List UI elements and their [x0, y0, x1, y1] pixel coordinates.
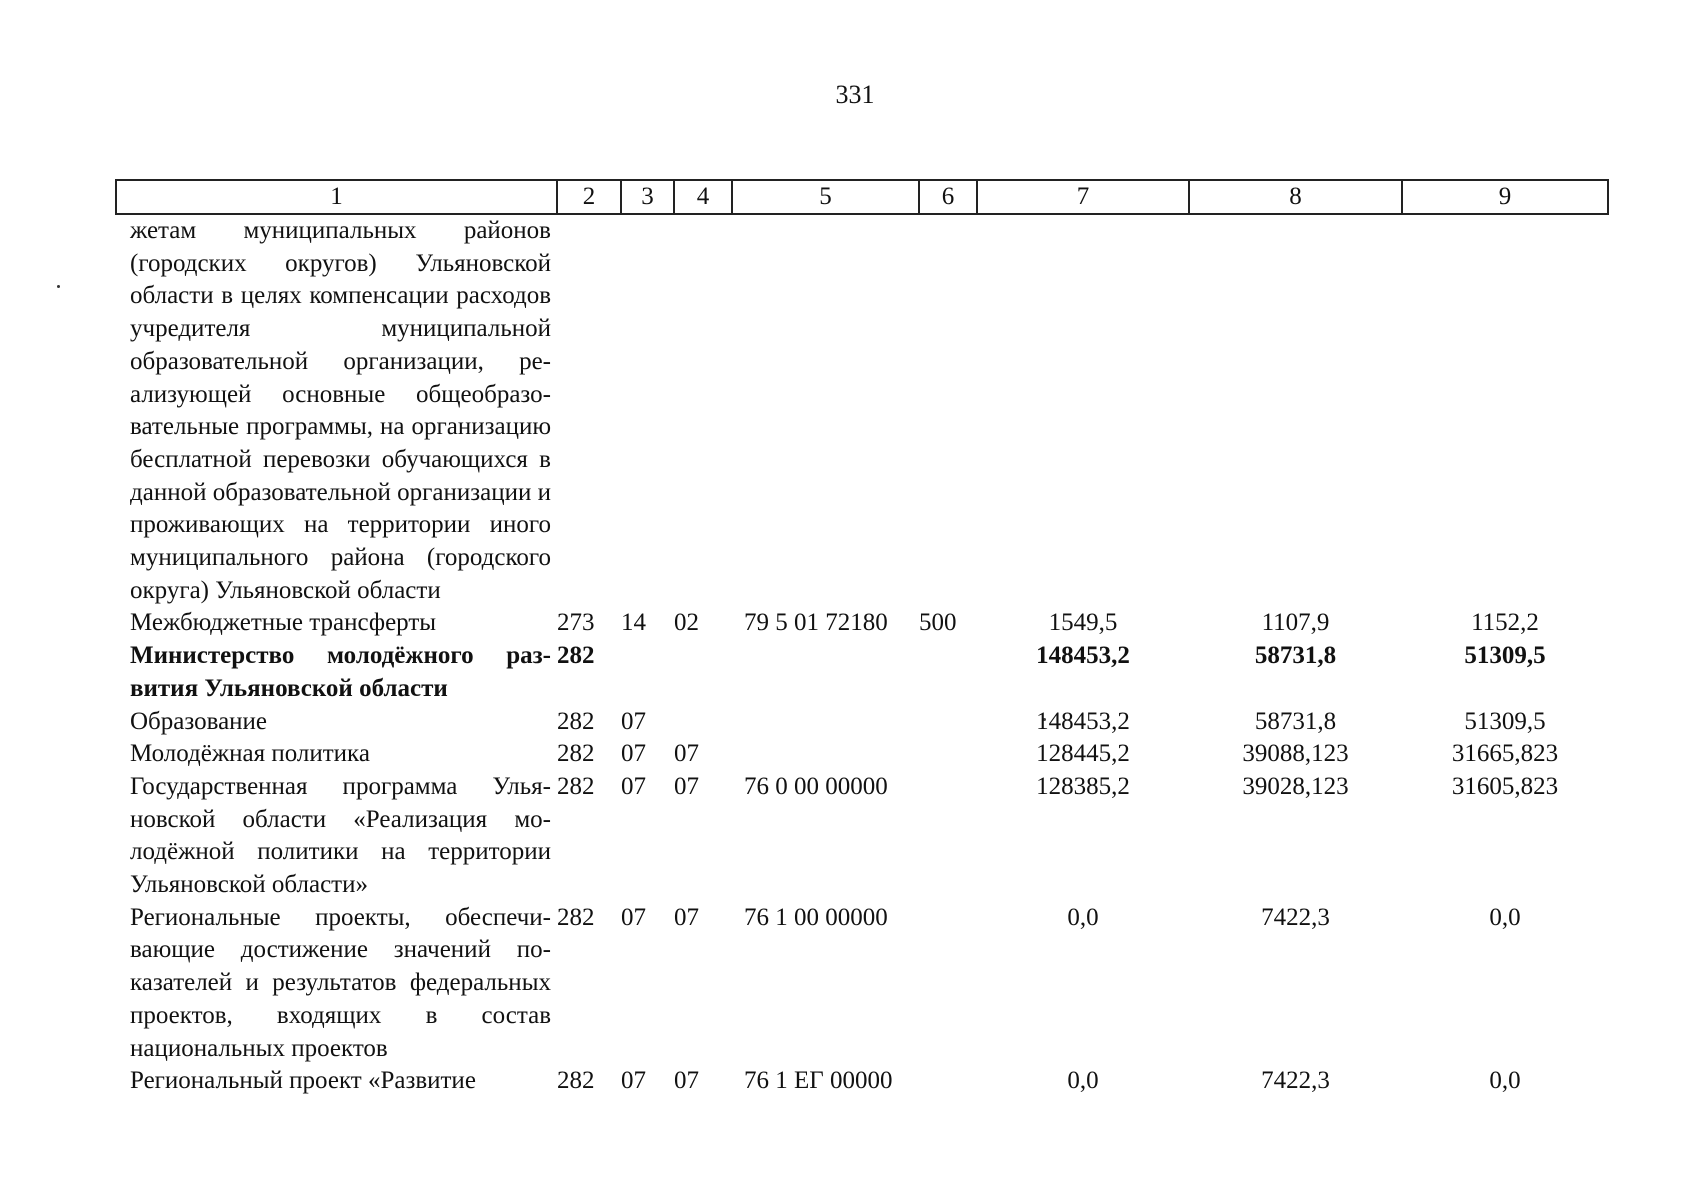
cell-c8	[1189, 214, 1402, 607]
cell-c6	[919, 640, 977, 705]
cell-c2	[557, 214, 621, 607]
cell-c3: 07	[621, 772, 646, 800]
cell-c3: 07	[621, 1067, 646, 1095]
cell-c9: 0,0	[1489, 1067, 1521, 1095]
cell-c7: 128385,2	[1036, 772, 1130, 800]
col-header-4: 4	[674, 180, 732, 214]
cell-c7: 1549,5	[1048, 609, 1118, 637]
cell-c7: 128445,2	[1036, 740, 1130, 768]
table-row	[116, 706, 1608, 739]
cell-c4	[674, 640, 732, 705]
row-name: жетам муниципальных районов (городских округов) Ульяновской области в целях компенсации расходов учредителя муниципальной образовательной организации, реализующей основные общеобразовательные программы, на организацию бесплатной перевозки обучающихся в данной образовательной организации и проживающих на территории иного муниципального района (городского округа) Ульяновской области	[130, 217, 551, 604]
cell-c2: 282	[557, 772, 595, 800]
col-header-7: 7	[977, 180, 1189, 214]
row-name: Государственная программа Ульяновской области «Реализация молодёжной политики на территории Ульяновской области»	[130, 772, 551, 899]
row-name: Министерство молодёжного развития Ульяновской области	[130, 642, 551, 702]
table-row	[116, 640, 1608, 705]
row-name: Межбюджетные трансферты	[130, 609, 437, 637]
cell-c9: 31665,823	[1451, 740, 1559, 768]
cell-c8: 58731,8	[1254, 707, 1337, 735]
cell-c5	[732, 640, 919, 705]
column-number-row	[116, 180, 1608, 214]
cell-c4: 07	[674, 772, 699, 800]
cell-c9: 51309,5	[1464, 642, 1546, 670]
cell-c5: 76 1 ЕГ 00000	[744, 1067, 893, 1095]
cell-c2: 282	[557, 642, 595, 670]
cell-c4: 07	[674, 1067, 699, 1095]
cell-c7: 148453,2	[1036, 642, 1130, 670]
cell-c5	[732, 706, 919, 739]
cell-c2: 282	[557, 740, 595, 768]
table-row	[116, 1065, 1608, 1098]
cell-c7: 148453,2	[1036, 707, 1130, 735]
cell-c2: 282	[557, 1067, 595, 1095]
cell-c6	[919, 902, 977, 1066]
col-header-3: 3	[621, 180, 674, 214]
cell-c6	[919, 738, 977, 771]
cell-c3: 07	[621, 707, 646, 735]
cell-c6	[919, 706, 977, 739]
cell-c8: 58731,8	[1254, 642, 1337, 670]
table-row	[116, 771, 1608, 902]
scan-speck	[57, 285, 60, 288]
cell-c8: 7422,3	[1261, 1067, 1330, 1095]
row-name: Молодёжная политика	[130, 740, 370, 768]
cell-c4	[674, 706, 732, 739]
cell-c3	[621, 214, 674, 607]
cell-c5	[732, 738, 919, 771]
table-row	[116, 607, 1608, 640]
col-header-6: 6	[919, 180, 977, 214]
row-name: Региональный проект «Развитие	[130, 1067, 476, 1095]
row-name: Образование	[130, 707, 268, 735]
col-header-9: 9	[1402, 180, 1608, 214]
cell-c5: 76 1 00 00000	[744, 903, 888, 931]
cell-c4: 07	[674, 740, 699, 768]
cell-c3: 07	[621, 903, 646, 931]
cell-c5	[732, 214, 919, 607]
cell-c3: 07	[621, 740, 646, 768]
cell-c7: 0,0	[1067, 1067, 1099, 1095]
cell-c8: 39028,123	[1242, 772, 1349, 800]
table-row	[116, 902, 1608, 1066]
col-header-1: 1	[116, 180, 557, 214]
cell-c8: 39088,123	[1242, 740, 1349, 768]
cell-c2: 273	[557, 609, 595, 637]
cell-c5: 76 0 00 00000	[744, 772, 888, 800]
page-number: 331	[835, 80, 875, 109]
row-name: Региональные проекты, обеспечивающие достижение значений показателей и результатов федеральных проектов, входящих в состав национальных проектов	[130, 903, 551, 1062]
col-header-5: 5	[732, 180, 919, 214]
cell-c5: 79 5 01 72180	[744, 609, 888, 637]
cell-c2: 282	[557, 707, 595, 735]
cell-c3: 14	[621, 609, 646, 637]
table-row	[116, 214, 1608, 607]
cell-c8: 7422,3	[1261, 903, 1330, 931]
cell-c4: 02	[674, 609, 699, 637]
cell-c9: 31605,823	[1451, 772, 1559, 800]
cell-c4	[674, 214, 732, 607]
cell-c9: 0,0	[1489, 903, 1521, 931]
cell-c4: 07	[674, 903, 699, 931]
cell-c6	[919, 771, 977, 902]
cell-c7	[977, 214, 1189, 607]
cell-c2: 282	[557, 903, 595, 931]
cell-c6: 500	[919, 609, 957, 637]
cell-c8: 1107,9	[1261, 609, 1330, 637]
cell-c6	[919, 1065, 977, 1098]
col-header-2: 2	[557, 180, 621, 214]
budget-table	[115, 179, 1609, 1098]
cell-c9: 1152,2	[1471, 609, 1539, 637]
cell-c7: 0,0	[1067, 903, 1099, 931]
cell-c6	[919, 214, 977, 607]
col-header-8: 8	[1189, 180, 1402, 214]
table-row	[116, 738, 1608, 771]
cell-c3	[621, 640, 674, 705]
cell-c9: 51309,5	[1464, 707, 1546, 735]
cell-c9	[1402, 214, 1608, 607]
